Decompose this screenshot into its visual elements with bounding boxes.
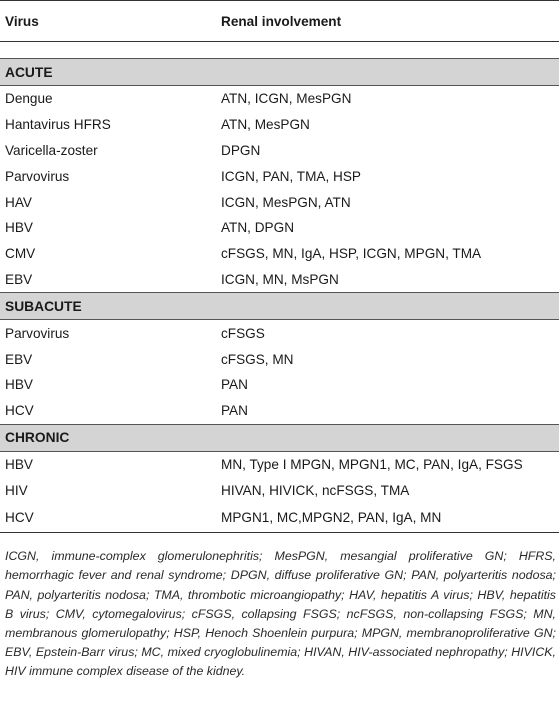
table-row: [0, 477, 559, 503]
virus-cell: HIV: [5, 482, 28, 498]
renal-involvement-cell: HIVAN, HIVICK, ncFSGS, TMA: [221, 482, 410, 498]
renal-involvement-cell: MN, Type I MPGN, MPGN1, MC, PAN, IgA, FSGS: [221, 456, 523, 472]
virus-cell: Varicella-zoster: [5, 142, 98, 158]
table-row: [0, 346, 559, 372]
renal-involvement-cell: PAN: [221, 403, 248, 419]
section-title: ACUTE: [0, 59, 559, 86]
table-header-row: [0, 1, 559, 42]
virus-cell: HBV: [5, 220, 33, 236]
virus-cell: HCV: [5, 403, 34, 419]
section-header: [0, 293, 559, 320]
renal-involvement-cell: ICGN, PAN, TMA, HSP: [221, 168, 361, 184]
renal-involvement-cell: cFSGS, MN, IgA, HSP, ICGN, MPGN, TMA: [221, 246, 482, 262]
table-row: [0, 163, 559, 189]
renal-involvement-cell: cFSGS, MN: [221, 351, 294, 367]
virus-cell: HBV: [5, 377, 33, 393]
virus-cell: EBV: [5, 351, 33, 367]
table-footnote: ICGN, immune-complex glomerulonephritis; MesPGN, mesangial proliferative GN; HFRS, hemorrhagic fever and renal syndrome; DPGN, diffuse proliferative GN; PAN, polyarteritis nodosa; PAN, polyarteritis nodosa; TMA, thrombotic microangiopathy; HAV, hepatitis A virus; HBV, hepatitis B virus; CMV, cytomegalovirus; cFSGS, collapsing FSGS; ncFSGS, non-collapsing FSGS; MN, membranous glomerulopathy; HSP, Henoch Shoenlein purpura; MPGN, membranoproliferative GN; EBV, Epstein-Barr virus; MC, mixed cryoglobulinemia; HIVAN, HIV-associated nephropathy; HIVICK, HIV immune complex disease of the kidney.: [5, 549, 556, 679]
renal-involvement-cell: ICGN, MN, MsPGN: [221, 271, 339, 287]
renal-involvement-cell: ICGN, MesPGN, ATN: [221, 194, 351, 210]
table-row: [0, 267, 559, 293]
renal-involvement-cell: PAN: [221, 377, 248, 393]
virus-cell: Parvovirus: [5, 325, 70, 341]
header-spacer: [0, 42, 559, 59]
virus-cell: EBV: [5, 271, 33, 287]
renal-involvement-cell: MPGN1, MC,MPGN2, PAN, IgA, MN: [219, 503, 559, 533]
renal-involvement-cell: ATN, DPGN: [221, 220, 295, 236]
table-row: [0, 503, 559, 533]
virus-cell: Dengue: [5, 91, 53, 107]
virus-cell: HAV: [5, 194, 32, 210]
header-virus: Virus: [0, 1, 219, 42]
renal-involvement-cell: ATN, MesPGN: [221, 117, 310, 133]
section-title: SUBACUTE: [0, 293, 559, 320]
virus-cell: Hantavirus HFRS: [5, 117, 111, 133]
table-row: [0, 320, 559, 346]
renal-involvement-cell: cFSGS: [221, 325, 265, 341]
table-row: [0, 451, 559, 477]
table-row: [0, 86, 559, 112]
table-row: [0, 241, 559, 267]
table-row: [0, 215, 559, 241]
virus-cell: Parvovirus: [5, 168, 70, 184]
table-row: [0, 189, 559, 215]
section-title: CHRONIC: [0, 424, 559, 451]
header-renal-involvement: Renal involvement: [219, 1, 559, 42]
table-body: [0, 42, 559, 533]
table-row: [0, 138, 559, 164]
section-header: [0, 59, 559, 86]
virus-cell: HBV: [5, 456, 33, 472]
table-row: [0, 372, 559, 398]
virus-cell: HCV: [0, 503, 219, 533]
virus-cell: CMV: [5, 246, 36, 262]
section-header: [0, 424, 559, 451]
table-row: [0, 398, 559, 424]
table-row: [0, 112, 559, 138]
renal-involvement-cell: DPGN: [221, 142, 261, 158]
renal-involvement-cell: ATN, ICGN, MesPGN: [221, 91, 352, 107]
